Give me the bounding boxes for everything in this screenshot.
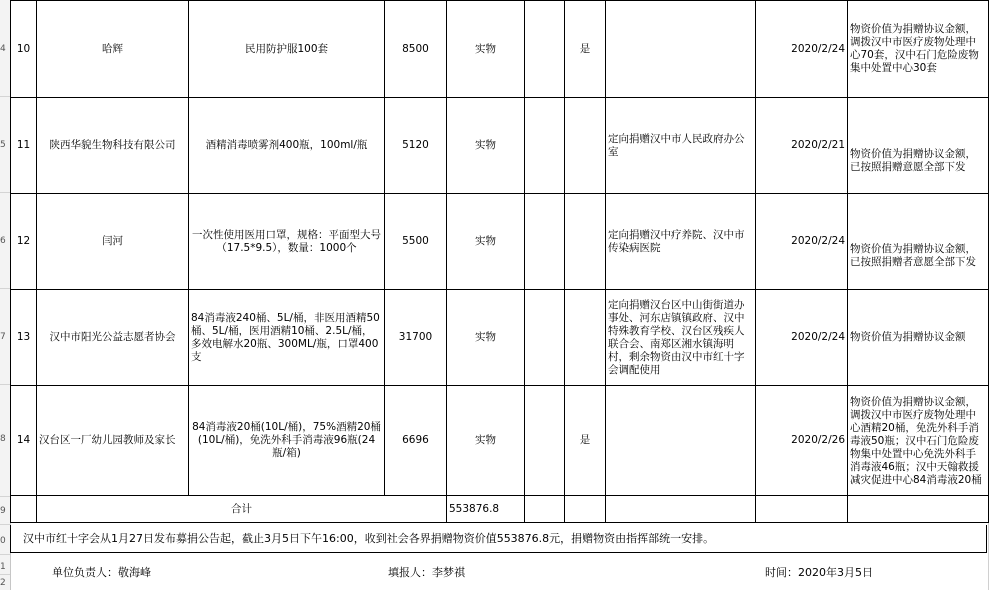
row-no[interactable]: 11 (11, 98, 37, 194)
row-separator (0, 524, 10, 525)
row-separator (0, 574, 10, 575)
donation-direction[interactable]: 定向捐赠汉中市人民政府办公室 (606, 98, 756, 194)
empty-cell[interactable] (525, 496, 565, 523)
table-row (11, 1, 989, 98)
donation-value[interactable]: 8500 (385, 1, 447, 98)
row-number[interactable]: 9 (0, 506, 6, 516)
donor-name[interactable]: 哈辉 (37, 1, 189, 98)
row-no[interactable]: 13 (11, 290, 37, 386)
row-no[interactable]: 10 (11, 1, 37, 98)
donation-direction[interactable]: 定向捐赠汉中疗养院、汉中市传染病医院 (606, 194, 756, 290)
remark-cell[interactable]: 物资价值为捐赠协议金额，调拨汉中市医疗废物处理中心70套，汉中石门危险废物集中处置中心30套 (848, 1, 989, 98)
empty-cell[interactable] (756, 496, 848, 523)
unit-head-signature[interactable]: 单位负责人：敬海峰 (52, 566, 151, 579)
donor-name[interactable]: 闫河 (37, 194, 189, 290)
donated-items[interactable]: 民用防护服100套 (189, 1, 385, 98)
donation-date[interactable]: 2020/2/24 (756, 194, 848, 290)
row-separator (0, 554, 10, 555)
donation-date[interactable]: 2020/2/21 (756, 98, 848, 194)
row-number[interactable]: 7 (0, 332, 6, 342)
donor-name[interactable]: 陕西华貌生物科技有限公司 (37, 98, 189, 194)
donation-direction[interactable] (606, 1, 756, 98)
row-number[interactable]: 5 (0, 140, 6, 150)
empty-cell[interactable] (525, 1, 565, 98)
row-number[interactable]: 8 (0, 434, 6, 444)
donation-type[interactable]: 实物 (447, 98, 525, 194)
row-separator (0, 496, 10, 497)
row-number[interactable]: 0 (0, 536, 6, 546)
donated-items[interactable]: 酒精消毒喷雾剂400瓶，100ml/瓶 (189, 98, 385, 194)
donation-date[interactable]: 2020/2/24 (756, 1, 848, 98)
empty-cell[interactable] (11, 496, 37, 523)
row-number[interactable]: 2 (0, 578, 6, 588)
total-label[interactable]: 合计 (37, 496, 447, 523)
flag-cell[interactable] (565, 290, 606, 386)
table-row (11, 290, 989, 386)
row-number[interactable]: 4 (0, 44, 6, 54)
table-row (11, 386, 989, 496)
flag-cell[interactable] (565, 194, 606, 290)
flag-cell[interactable]: 是 (565, 386, 606, 496)
summary-note[interactable]: 汉中市红十字会从1月27日发布募捐公告起，截止3月5日下午16:00，收到社会各界捐赠物资价值553876.8元，捐赠物资由指挥部统一安排。 (10, 525, 987, 553)
table-row (11, 194, 989, 290)
donation-date[interactable]: 2020/2/26 (756, 386, 848, 496)
total-value[interactable]: 553876.8 (447, 496, 525, 523)
remark-cell[interactable]: 物资价值为捐赠协议金额，调拨汉中市医疗废物处理中心酒精20桶，免洗外科手消毒液50瓶；汉中石门危险废物集中处置中心免洗外科手消毒液46瓶；汉中天翰救援减灾促进中心84消毒液20桶 (848, 386, 989, 496)
row-separator (0, 288, 10, 289)
donor-name[interactable]: 汉台区一厂幼儿园教师及家长 (37, 386, 189, 496)
row-no[interactable]: 12 (11, 194, 37, 290)
flag-cell[interactable]: 是 (565, 1, 606, 98)
donation-type[interactable]: 实物 (447, 1, 525, 98)
donated-items[interactable]: 一次性使用医用口罩，规格：平面型大号（17.5*9.5），数量：1000个 (189, 194, 385, 290)
empty-cell[interactable] (606, 496, 756, 523)
row-number[interactable]: 1 (0, 562, 6, 572)
empty-cell[interactable] (525, 98, 565, 194)
row-number[interactable]: 6 (0, 236, 6, 246)
remark-cell[interactable]: 物资价值为捐赠协议金额，已按照捐赠者意愿全部下发 (848, 194, 989, 290)
empty-cell[interactable] (848, 496, 989, 523)
row-separator (0, 96, 10, 97)
donation-value[interactable]: 6696 (385, 386, 447, 496)
row-no[interactable]: 14 (11, 386, 37, 496)
donor-name[interactable]: 汉中市阳光公益志愿者协会 (37, 290, 189, 386)
next-column-edge (988, 0, 995, 590)
row-separator (0, 384, 10, 385)
row-separator (0, 192, 10, 193)
donation-date[interactable]: 2020/2/24 (756, 290, 848, 386)
empty-cell[interactable] (565, 496, 606, 523)
donation-type[interactable]: 实物 (447, 194, 525, 290)
total-row (11, 496, 989, 523)
table-row (11, 98, 989, 194)
remark-cell[interactable]: 物资价值为捐赠协议金额 (848, 290, 989, 386)
donation-value[interactable]: 5120 (385, 98, 447, 194)
flag-cell[interactable] (565, 98, 606, 194)
donation-table (10, 0, 989, 523)
donation-type[interactable]: 实物 (447, 386, 525, 496)
donation-direction[interactable] (606, 386, 756, 496)
remark-cell[interactable]: 物资价值为捐赠协议金额，已按照捐赠意愿全部下发 (848, 98, 989, 194)
donated-items[interactable]: 84消毒液240桶、5L/桶，非医用酒精50桶、5L/桶，医用酒精10桶、2.5L/桶，多效电解水20瓶、300ML/瓶，口罩400支 (189, 290, 385, 386)
donation-value[interactable]: 5500 (385, 194, 447, 290)
report-time[interactable]: 时间：2020年3月5日 (765, 566, 873, 579)
donated-items[interactable]: 84消毒液20桶(10L/桶)，75%酒精20桶(10L/桶)，免洗外科手消毒液96瓶(24瓶/箱) (189, 386, 385, 496)
empty-cell[interactable] (525, 194, 565, 290)
empty-cell[interactable] (525, 290, 565, 386)
filler-signature[interactable]: 填报人：李梦祺 (388, 566, 465, 579)
donation-type[interactable]: 实物 (447, 290, 525, 386)
donation-value[interactable]: 31700 (385, 290, 447, 386)
empty-cell[interactable] (525, 386, 565, 496)
donation-direction[interactable]: 定向捐赠汉台区中山街街道办事处、河东店镇镇政府、汉中特殊教育学校、汉台区残疾人联合会、南郑区湘水镇海明村，剩余物资由汉中市红十字会调配使用 (606, 290, 756, 386)
